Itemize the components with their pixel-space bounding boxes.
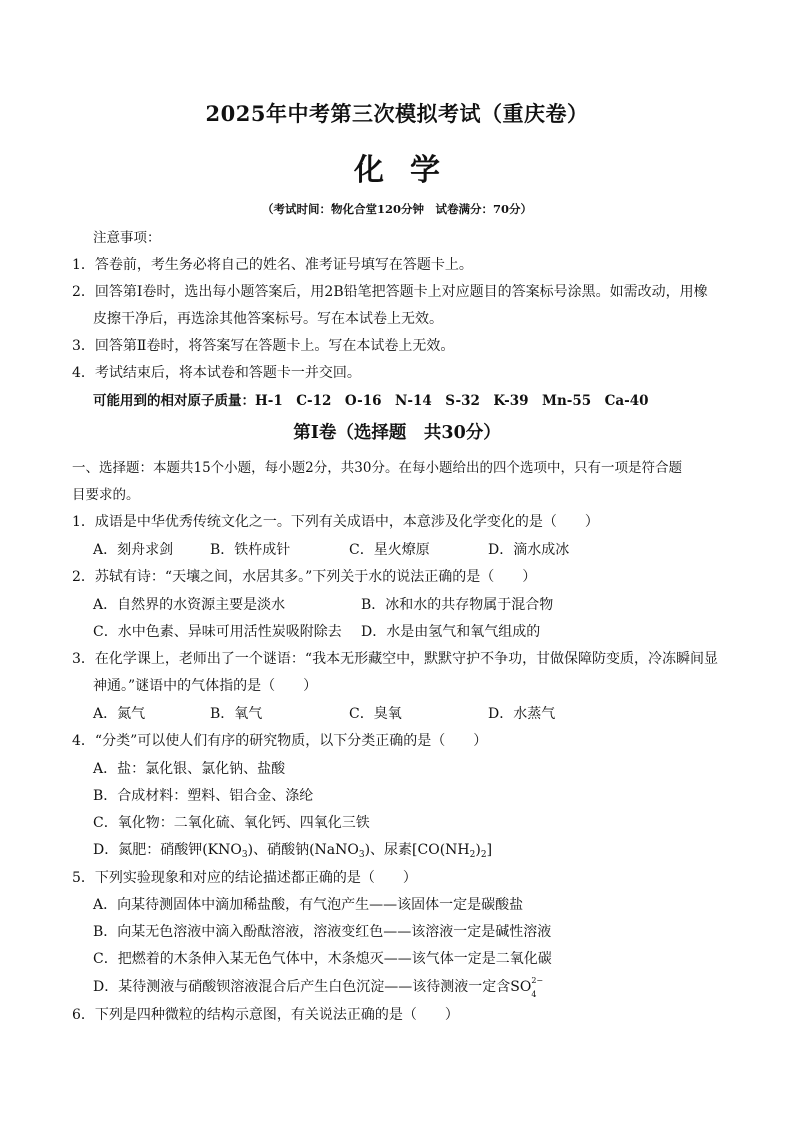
question-4-stem: 4．“分类”可以使人们有序的研究物质，以下分类正确的是（ ） [72, 733, 488, 749]
q5-d-text: D．某待测液与硝酸钡溶液混合后产生白色沉淀——该待测液一定含 [93, 979, 511, 995]
question-1-option-c: C．星火燎原 [349, 542, 430, 558]
question-2-stem: 2．苏轼有诗：“天壤之间，水居其多。”下列关于水的说法正确的是（ ） [72, 569, 537, 585]
question-1-option-b: B．铁杵成针 [210, 542, 291, 558]
subject-title: 化学 [354, 153, 466, 188]
q4-d-text-4: ) [475, 842, 481, 858]
question-4-option-d [93, 841, 492, 864]
atomic-masses: 可能用到的相对原子质量：H-1 C-12 O-16 N-14 S-32 K-39 Mn-55 Ca-40 [93, 393, 649, 409]
question-3-option-b: B．氧气 [210, 706, 263, 722]
section-title: 第Ⅰ卷（选择题 共30分） [293, 423, 501, 443]
question-5-option-a: A．向某待测固体中滴加稀盐酸，有气泡产生——该固体一定是碳酸盐 [93, 897, 524, 913]
question-4-option-b: B．合成材料：塑料、铝合金、涤纶 [93, 788, 314, 804]
exam-title: 2025年中考第三次模拟考试（重庆卷） [205, 101, 589, 126]
question-5-option-b: B．向某无色溶液中滴入酚酞溶液，溶液变红色——该溶液一定是碱性溶液 [93, 924, 552, 940]
q4-d-sub-2: 3 [358, 850, 365, 860]
question-2-option-b: B．冰和水的共存物属于混合物 [361, 597, 554, 613]
question-2-option-d: D．水是由氢气和氧气组成的 [361, 624, 541, 640]
question-3-option-d: D．水蒸气 [488, 706, 556, 722]
notice-heading: 注意事项： [93, 230, 161, 246]
question-1-option-d: D．滴水成冰 [488, 542, 570, 558]
question-3-option-a: A．氮气 [93, 706, 146, 722]
q4-d-sub-1: 3 [241, 850, 248, 860]
notice-item-1: 1．答卷前，考生务必将自己的姓名、准考证号填写在答题卡上。 [72, 257, 473, 273]
question-3-option-c: C．臭氧 [349, 706, 402, 722]
q4-d-text-5: ] [486, 842, 493, 858]
question-1-stem: 1．成语是中华优秀传统文化之一。下列有关成语中，本意涉及化学变化的是（ ） [72, 514, 599, 530]
question-5-option-c: C．把燃着的木条伸入某无色气体中，木条熄灭——该气体一定是二氧化碳 [93, 951, 552, 967]
question-3-stem-1: 3．在化学课上，老师出了一个谜语：“我本无形藏空中，默默守护不争功，甘做保障防变质，冷冻瞬间显 [72, 651, 719, 667]
q4-d-text-3: )、尿素[CO(NH [364, 842, 470, 858]
question-4-option-c: C．氧化物：二氧化硫、氧化钙、四氧化三铁 [93, 815, 370, 831]
q4-d-text-2: )、硝酸钠(NaNO [247, 842, 359, 858]
sulfate-ion [510, 976, 544, 999]
q4-d-sub-3: 2 [469, 850, 476, 860]
q4-d-text-1: D．氮肥：硝酸钾(KNO [93, 842, 242, 858]
q4-d-sub-4: 2 [480, 850, 487, 860]
question-3-stem-2: 神通。”谜语中的气体指的是（ ） [93, 678, 318, 694]
notice-item-2-cont: 皮擦干净后，再选涂其他答案标号。写在本试卷上无效。 [93, 311, 443, 327]
question-4-option-a: A．盐：氯化银、氯化钠、盐酸 [93, 761, 286, 777]
exam-meta: （考试时间：物化合堂120分钟 试卷满分：70分） [261, 202, 532, 216]
question-2-option-a: A．自然界的水资源主要是淡水 [93, 597, 286, 613]
question-5-stem: 5．下列实验现象和对应的结论描述都正确的是（ ） [72, 870, 417, 886]
question-5-option-d [93, 976, 544, 999]
notice-item-3: 3．回答第Ⅱ卷时，将答案写在答题卡上。写在本试卷上无效。 [72, 338, 455, 354]
question-1-option-a: A．刻舟求剑 [93, 542, 174, 558]
notice-item-4: 4．考试结束后，将本试卷和答题卡一并交回。 [72, 365, 361, 381]
sulfate-ion-index: 4 [531, 990, 537, 999]
notice-item-2: 2．回答第Ⅰ卷时，选出每小题答案后，用2B铅笔把答题卡上对应题目的答案标号涂黑。如需改动，用橡 [72, 284, 708, 300]
sulfate-ion-symbol: SO [510, 979, 532, 995]
question-6-stem: 6．下列是四种微粒的结构示意图，有关说法正确的是（ ） [72, 1007, 459, 1023]
question-2-option-c: C．水中色素、异味可用活性炭吸附除去 [93, 624, 342, 640]
section-intro-1: 一、选择题：本题共15个小题，每小题2分，共30分。在每小题给出的四个选项中，只有一项是符合题 [72, 460, 682, 476]
section-intro-2: 目要求的。 [72, 487, 140, 503]
sulfate-ion-charge: 2− [531, 976, 544, 985]
